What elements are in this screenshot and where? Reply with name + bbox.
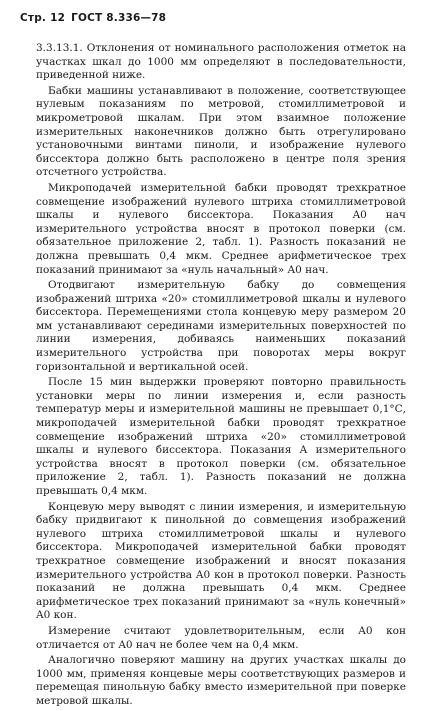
page-label: Стр. — [20, 12, 47, 24]
paragraph-clause-3-3-13-1: 3.3.13.1. Отклонения от номинального расположения отметок на участках шкал до 1000 мм определяют в последовательности, приведенной ниже. — [36, 42, 406, 82]
document-body — [36, 42, 406, 711]
standard-designation: ГОСТ 8.336—78 — [71, 12, 167, 24]
paragraph-zero-initial: Микроподачей измерительной бабки проводят трехкратное совмещение изображений нулевого штриха стомиллиметровой шкалы и нулевого биссектора. Показания A0 нач измерительного устройства вносят в протокол поверки (см. обязательное приложение 2, табл. 1). Разность показаний не должна превышать 0,4 мкм. Среднее арифметическое трех показаний принимают за «нуль начальный» A0 нач. — [36, 181, 406, 276]
paragraph-acceptance: Измерение считают удовлетворительным, если A0 кон отличается от A0 нач не более чем на 0,4 мкм. — [36, 624, 406, 651]
page-number: 12 — [50, 12, 66, 24]
paragraph-measurement-a: После 15 мин выдержки проверяют повторно правильность установки меры по линии измерения и, если разность температур меры и измерительной машины не превышает 0,1°С, микроподачей измерительной бабки проводят трехкратное совмещение изображений штриха «20» стомиллиметровой шкалы и нулевого биссектора. Показания A измерительного устройства вносят в протокол поверки (см. обязательное приложение 2, табл. 1). Разность показаний не должна превышать 0,4 мкм. — [36, 376, 406, 497]
paragraph-other-sections: Аналогично поверяют машину на других участках шкалы до 1000 мм, применяя концевые меры соответствующих размеров и перемещая пинольную бабку вместо измерительной при поверке метровой шкалы. — [36, 654, 406, 707]
paragraph-zero-final: Концевую меру выводят с линии измерения, и измерительную бабку придвигают к пинольной до совмещения изображений нулевого штриха стомиллиметровой шкалы и нулевого биссектора. Микроподачей измерительной бабки проводят трехкратное совмещение изображений и вносят показания измерительного устройства A0 кон в протокол поверки. Разность показаний не должна превышать 0,4 мкм. Среднее арифметическое трех показаний принимают за «нуль конечный» A0 кон. — [36, 500, 406, 622]
page-header — [20, 12, 166, 24]
paragraph-initial-setup: Бабки машины устанавливают в положение, соответствующее нулевым показаниям по метровой, стомиллиметровой и микрометровой шкалам. При этом взаимное положение измерительных наконечников должно быть отрегулировано установочными винтами пиноли, и изображение нулевого биссектора должно быть расположено в центре поля зрения отсчетного устройства. — [36, 84, 406, 179]
paragraph-gauge-block-placement: Отодвигают измерительную бабку до совмещения изображений штриха «20» стомиллиметровой шкалы и нулевого биссектора. Перемещениями стола концевую меру размером 20 мм устанавливают серединами измерительных поверхностей по линии измерения, добиваясь наименьших показаний измерительного устройства при поворотах меры вокруг горизонтальной и вертикальной осей. — [36, 279, 406, 373]
